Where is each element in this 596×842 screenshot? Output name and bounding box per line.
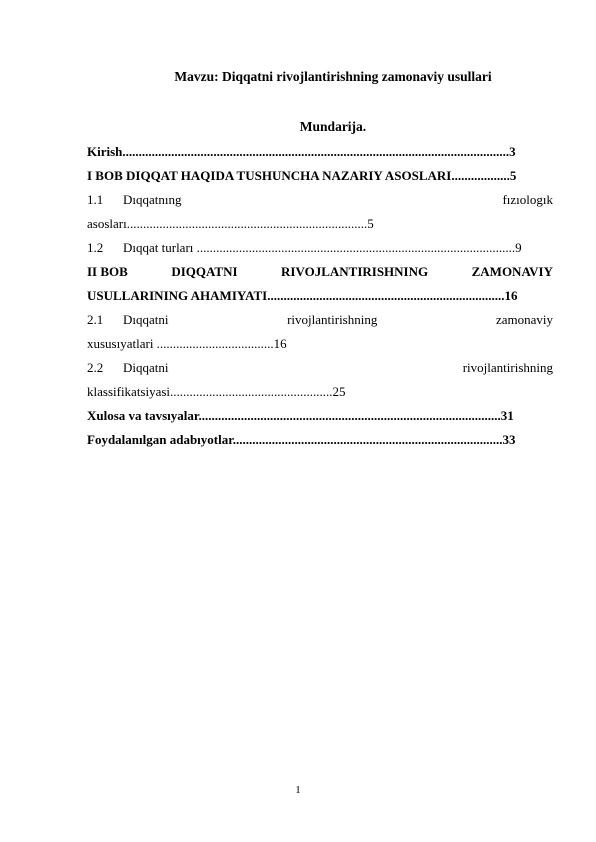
toc-entry-chapter-2: II BOB DIQQATNI RIVOJLANTIRISHNING ZAMONAVIY — [87, 264, 553, 279]
toc-entry-2-1-continued: xususıyatlari ....................................16 — [87, 336, 287, 351]
toc-entry-1-1: 1.1 Dıqqatnıng fızıologık — [87, 192, 553, 207]
toc-entry-1-2: 1.2 Dıqqat turları ..................................................................................................9 — [87, 240, 522, 255]
toc-heading: Mundarija. — [299, 119, 367, 134]
toc-entry-1-1-continued: asosları..........................................................................5 — [87, 216, 374, 231]
toc-entry-1-2-number: 1.2 — [87, 240, 104, 255]
toc-entry-2-2-title: 2.2 Diqqatni — [87, 360, 169, 375]
toc-entry-xulosa: Xulosa va tavsıyalar.............................................................................................31 — [87, 408, 514, 423]
toc-entry-2-1: 2.1 Dıqqatni rivojlantirishning zamonaviy — [87, 312, 553, 327]
toc-entry-1-1-number: 1.1 — [87, 192, 104, 207]
toc-entry-chapter-1: I BOB DIQQAT HAQIDA TUSHUNCHA NAZARIY ASOSLARI..................5 — [87, 168, 517, 183]
toc-entry-adabiyotlar: Foydalanılgan adabıyotlar...................................................................................33 — [87, 432, 516, 447]
toc-entry-2-1-title: 2.1 Dıqqatni — [87, 312, 169, 327]
toc-entry-1-1-title: 1.1 Dıqqatnıng — [87, 192, 182, 207]
toc-entry-2-2: 2.2 Diqqatni rivojlantirishning — [87, 360, 553, 375]
toc-entry-chapter-2-continued: USULLARINING AHAMIYATI.........................................................................16 — [87, 288, 518, 303]
document-title: Mavzu: Diqqatni rivojlantirishning zamonaviy usullari — [174, 69, 492, 84]
toc-entry-2-2-continued: klassifikatsiyasi..................................................25 — [87, 384, 346, 399]
page-number: 1 — [295, 784, 301, 796]
toc-entry-kirish: Kirish.......................................................................................................................3 — [87, 144, 516, 159]
toc-entry-2-1-number: 2.1 — [87, 312, 104, 327]
toc-entry-2-2-number: 2.2 — [87, 360, 104, 375]
